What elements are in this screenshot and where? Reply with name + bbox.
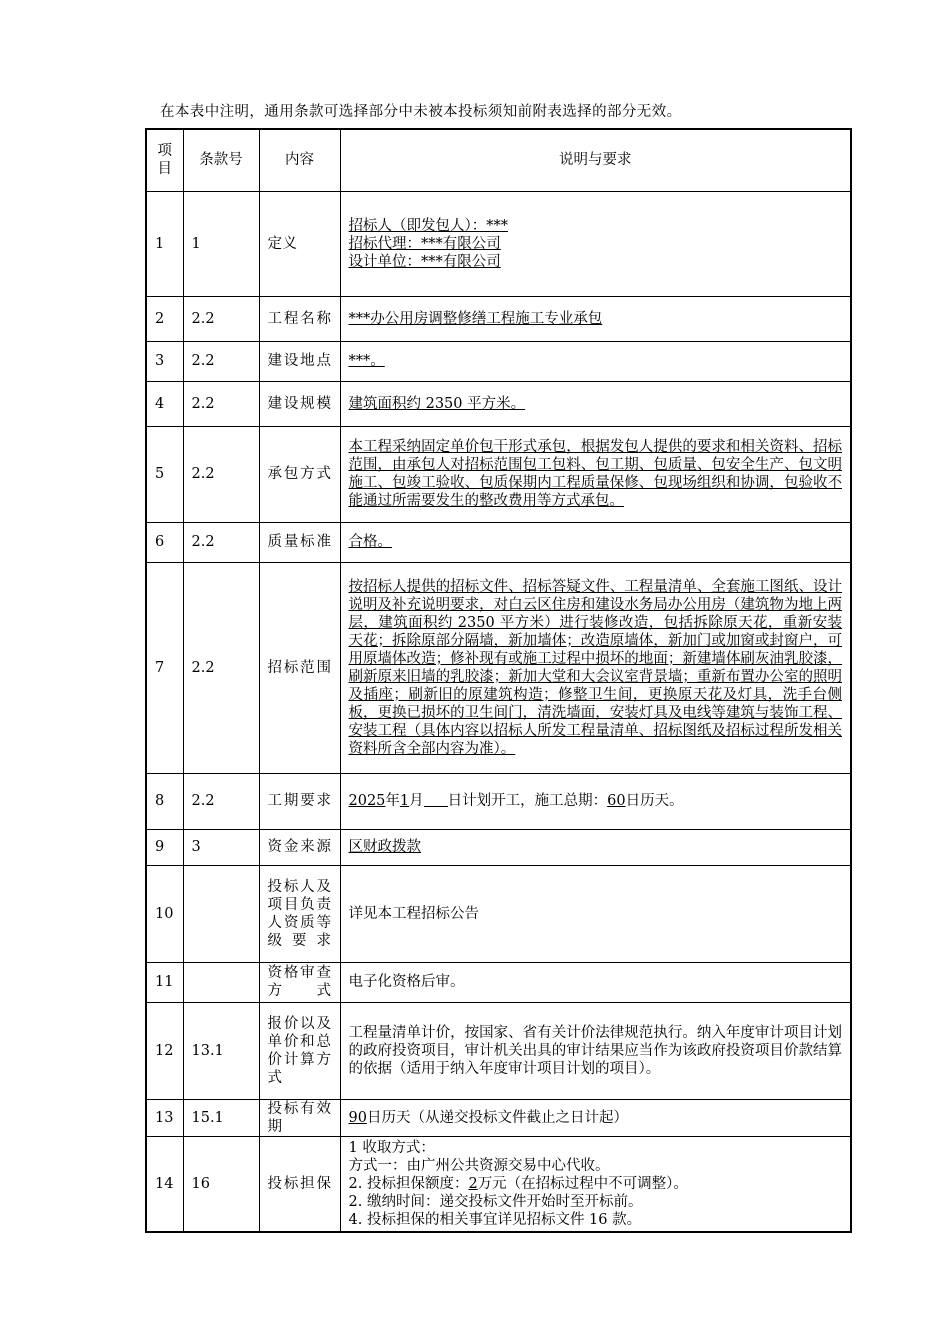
row-item: 6 [146, 522, 183, 562]
guarantee-line: 2. 缴纳时间：递交投标文件开始时至开标前。 [348, 1193, 643, 1210]
row-content: 资格审查方式 [259, 962, 340, 1002]
row-content: 资金来源 [259, 829, 340, 865]
row-content: 工程名称 [259, 296, 340, 341]
period-text: 年 [385, 793, 400, 809]
row-clause: 16 [183, 1136, 259, 1232]
header-desc: 说明与要求 [340, 129, 851, 191]
start-day-blank [424, 792, 448, 807]
row-content: 质量标准 [259, 522, 340, 562]
row-content: 招标范围 [259, 562, 340, 773]
row-content: 投标人及项目负责人资质等级要求 [259, 865, 340, 962]
row-clause: 2.2 [183, 522, 259, 562]
row-desc [340, 773, 851, 829]
row-clause: 3 [183, 829, 259, 865]
guarantee-amount: 2 [468, 1175, 478, 1192]
header-item: 项目 [146, 129, 183, 191]
table-row [146, 191, 851, 296]
row-content: 承包方式 [259, 426, 340, 522]
table-row [146, 381, 851, 426]
duration-days: 60 [607, 793, 626, 809]
guarantee-text: 2. 投标担保额度： [348, 1175, 469, 1192]
desc-text: 建筑面积约 2350 平方米。 [348, 395, 526, 412]
guarantee-line [349, 1175, 843, 1193]
desc-text: ***办公用房调整修缮工程施工专业承包 [348, 310, 603, 327]
row-desc [340, 865, 851, 962]
desc-text: 详见本工程招标公告 [348, 905, 479, 922]
desc-text: 区财政拨款 [348, 839, 421, 855]
table-row [146, 962, 851, 1002]
table-row [146, 1002, 851, 1099]
bid-info-table [145, 128, 852, 1233]
row-desc [340, 426, 851, 522]
desc-text: 电子化资格后审。 [348, 974, 465, 990]
row-item: 3 [146, 341, 183, 381]
guarantee-line: 1 收取方式： [348, 1139, 435, 1156]
row-clause: 2.2 [183, 341, 259, 381]
row-content: 投标担保 [259, 1136, 340, 1232]
row-item: 14 [146, 1136, 183, 1232]
row-item: 13 [146, 1099, 183, 1136]
row-desc [340, 562, 851, 773]
row-clause: 2.2 [183, 381, 259, 426]
row-item: 1 [146, 191, 183, 296]
guarantee-text: 万元（在招标过程中不可调整）。 [477, 1175, 688, 1192]
row-item: 5 [146, 426, 183, 522]
start-month: 1 [399, 793, 410, 809]
row-item: 10 [146, 865, 183, 962]
table-row [146, 426, 851, 522]
row-clause [183, 865, 259, 962]
desc-line: 设计单位：***有限公司 [348, 253, 501, 270]
table-row [146, 562, 851, 773]
table-row [146, 1099, 851, 1136]
row-desc [340, 1002, 851, 1099]
table-row [146, 341, 851, 381]
row-desc [340, 1136, 851, 1232]
validity-days: 90 [348, 1109, 367, 1126]
row-content: 建设规模 [259, 381, 340, 426]
row-item: 4 [146, 381, 183, 426]
row-item: 7 [146, 562, 183, 773]
row-item: 8 [146, 773, 183, 829]
row-content: 投标有效期 [259, 1099, 340, 1136]
row-content: 报价以及单价和总价计算方式 [259, 1002, 340, 1099]
row-desc [340, 341, 851, 381]
row-desc [340, 962, 851, 1002]
row-item: 9 [146, 829, 183, 865]
table-row [146, 522, 851, 562]
row-content: 工期要求 [259, 773, 340, 829]
row-item: 2 [146, 296, 183, 341]
period-text: 日历天。 [625, 793, 684, 809]
row-desc [340, 829, 851, 865]
row-content: 定义 [259, 191, 340, 296]
row-desc [340, 296, 851, 341]
validity-text: 日历天（从递交投标文件截止之日计起） [366, 1109, 628, 1126]
row-item: 11 [146, 962, 183, 1002]
row-clause [183, 962, 259, 1002]
desc-text: 本工程采纳固定单价包干形式承包，根据发包人提供的要求和相关资料、招标范围，由承包人对招标范围包工包料、包工期、包质量、包安全生产、包文明施工、包竣工验收、包质保期内工程质量保修、包现场组织和协调，包验收不能通过所需要发生的整改费用等方式承包。 [348, 439, 842, 509]
guarantee-line: 4. 投标担保的相关事宜详见招标文件 16 款。 [348, 1211, 642, 1228]
desc-line: 招标代理：***有限公司 [348, 235, 501, 252]
row-desc [340, 381, 851, 426]
row-desc [340, 1099, 851, 1136]
desc-line: 招标人（即发包人）：*** [348, 217, 508, 234]
desc-text: 按招标人提供的招标文件、招标答疑文件、工程量清单、全套施工图纸、设计说明及补充说明要求，对白云区住房和建设水务局办公用房（建筑物为地上两层，建筑面积约 2350 平方米）进行装修改造，包括拆除原天花，重新安装天花；拆除原部分隔墙，新加墙体；改造原墙体，新加门或加窗或封窗户，可用原墙体改造；修补现有或施工过程中损坏的地面；新建墙体刷灰油乳胶漆，刷新原来旧墙的乳胶漆；新加大堂和大会议室背景墙；重新布置办公室的照明及插座；刷新旧的原建筑构造；修整卫生间，更换原天花及灯具，洗手台侧板，更换已损坏的卫生间门，清洗墙面，安装灯具及电线等建筑与装饰工程、安装工程（具体内容以招标人所发工程量清单、招标图纸及招标过程所发相关资料所含全部内容为准）。 [348, 578, 842, 757]
table-row [146, 865, 851, 962]
row-clause: 15.1 [183, 1099, 259, 1136]
guarantee-line: 方式一：由广州公共资源交易中心代收。 [348, 1157, 610, 1174]
desc-text: 合格。 [348, 534, 392, 550]
header-content: 内容 [259, 129, 340, 191]
row-clause: 1 [183, 191, 259, 296]
row-clause: 2.2 [183, 296, 259, 341]
row-clause: 2.2 [183, 426, 259, 522]
row-clause: 13.1 [183, 1002, 259, 1099]
row-item: 12 [146, 1002, 183, 1099]
header-clause: 条款号 [183, 129, 259, 191]
row-clause: 2.2 [183, 773, 259, 829]
table-row [146, 1136, 851, 1232]
table-header-row [146, 129, 851, 191]
row-content: 建设地点 [259, 341, 340, 381]
period-text: 日计划开工，施工总期： [447, 793, 608, 809]
desc-text: 工程量清单计价，按国家、省有关计价法律规范执行。纳入年度审计项目计划的政府投资项目，审计机关出具的审计结果应当作为该政府投资项目价款结算的依据（适用于纳入年度审计项目计划的项目）。 [348, 1024, 842, 1077]
row-desc [340, 522, 851, 562]
period-text: 月 [409, 793, 424, 809]
row-clause: 2.2 [183, 562, 259, 773]
intro-note: 在本表中注明，通用条款可选择部分中未被本投标须知前附表选择的部分无效。 [160, 104, 682, 120]
row-desc [340, 191, 851, 296]
start-year: 2025 [348, 793, 386, 809]
table-row [146, 829, 851, 865]
desc-text: ***。 [348, 353, 385, 369]
table-row [146, 296, 851, 341]
table-row [146, 773, 851, 829]
